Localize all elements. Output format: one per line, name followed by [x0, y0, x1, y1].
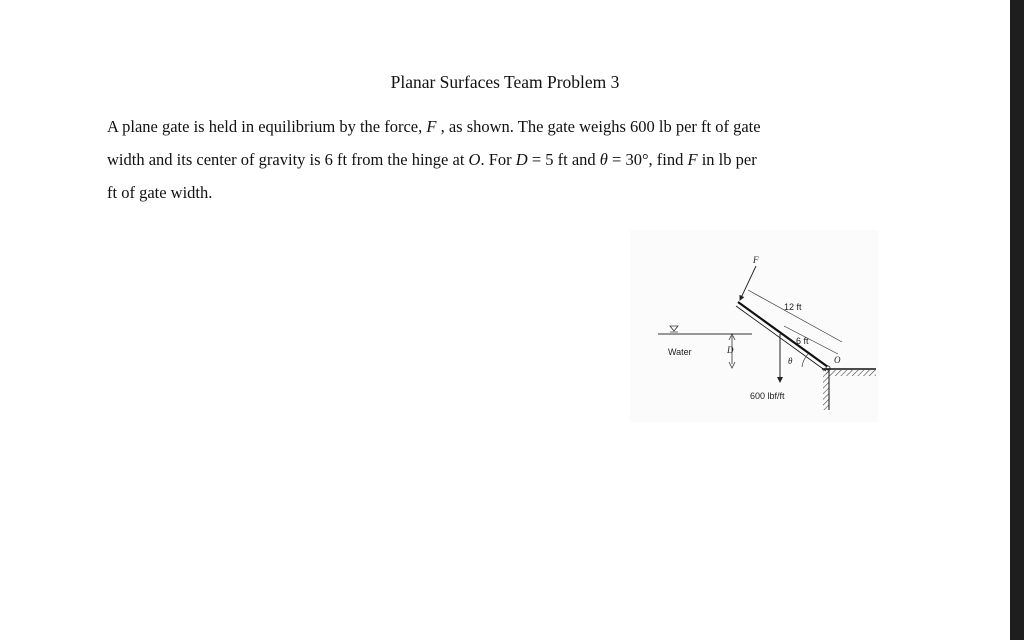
- problem-line-3: ft of gate width.: [107, 183, 213, 202]
- problem-text: = 30°, find: [607, 150, 688, 169]
- hinge-label: O: [834, 355, 841, 365]
- problem-text: A plane gate is held in equilibrium by the force,: [107, 117, 427, 136]
- problem-statement: [107, 110, 897, 209]
- window-edge: [1010, 0, 1024, 640]
- length-label: 12 ft: [784, 302, 802, 312]
- gate-diagram: [630, 230, 878, 422]
- cg-label: 6 ft: [796, 336, 809, 346]
- water-label: Water: [668, 347, 692, 357]
- force-label: F: [753, 255, 759, 265]
- variable-theta: θ: [599, 150, 608, 169]
- variable-d: D: [515, 150, 528, 169]
- variable-f: F: [426, 117, 437, 136]
- floor-hatch: [826, 370, 876, 376]
- angle-label: θ: [788, 356, 793, 366]
- weight-label: 600 lbf/ft: [750, 391, 785, 401]
- problem-text: = 5 ft and: [527, 150, 600, 169]
- problem-text: in lb per: [697, 150, 757, 169]
- variable-f: F: [687, 150, 698, 169]
- wall-hatch: [823, 370, 829, 410]
- variable-o: O: [468, 150, 481, 169]
- problem-text: . For: [480, 150, 516, 169]
- problem-line-1: [107, 110, 897, 143]
- page-title: Planar Surfaces Team Problem 3: [390, 72, 620, 92]
- depth-label: D: [727, 345, 734, 355]
- problem-text: , as shown. The gate weighs 600 lb per ft of gate: [436, 117, 761, 136]
- problem-text: width and its center of gravity is 6 ft from the hinge at: [107, 150, 469, 169]
- problem-line-2: [107, 143, 897, 176]
